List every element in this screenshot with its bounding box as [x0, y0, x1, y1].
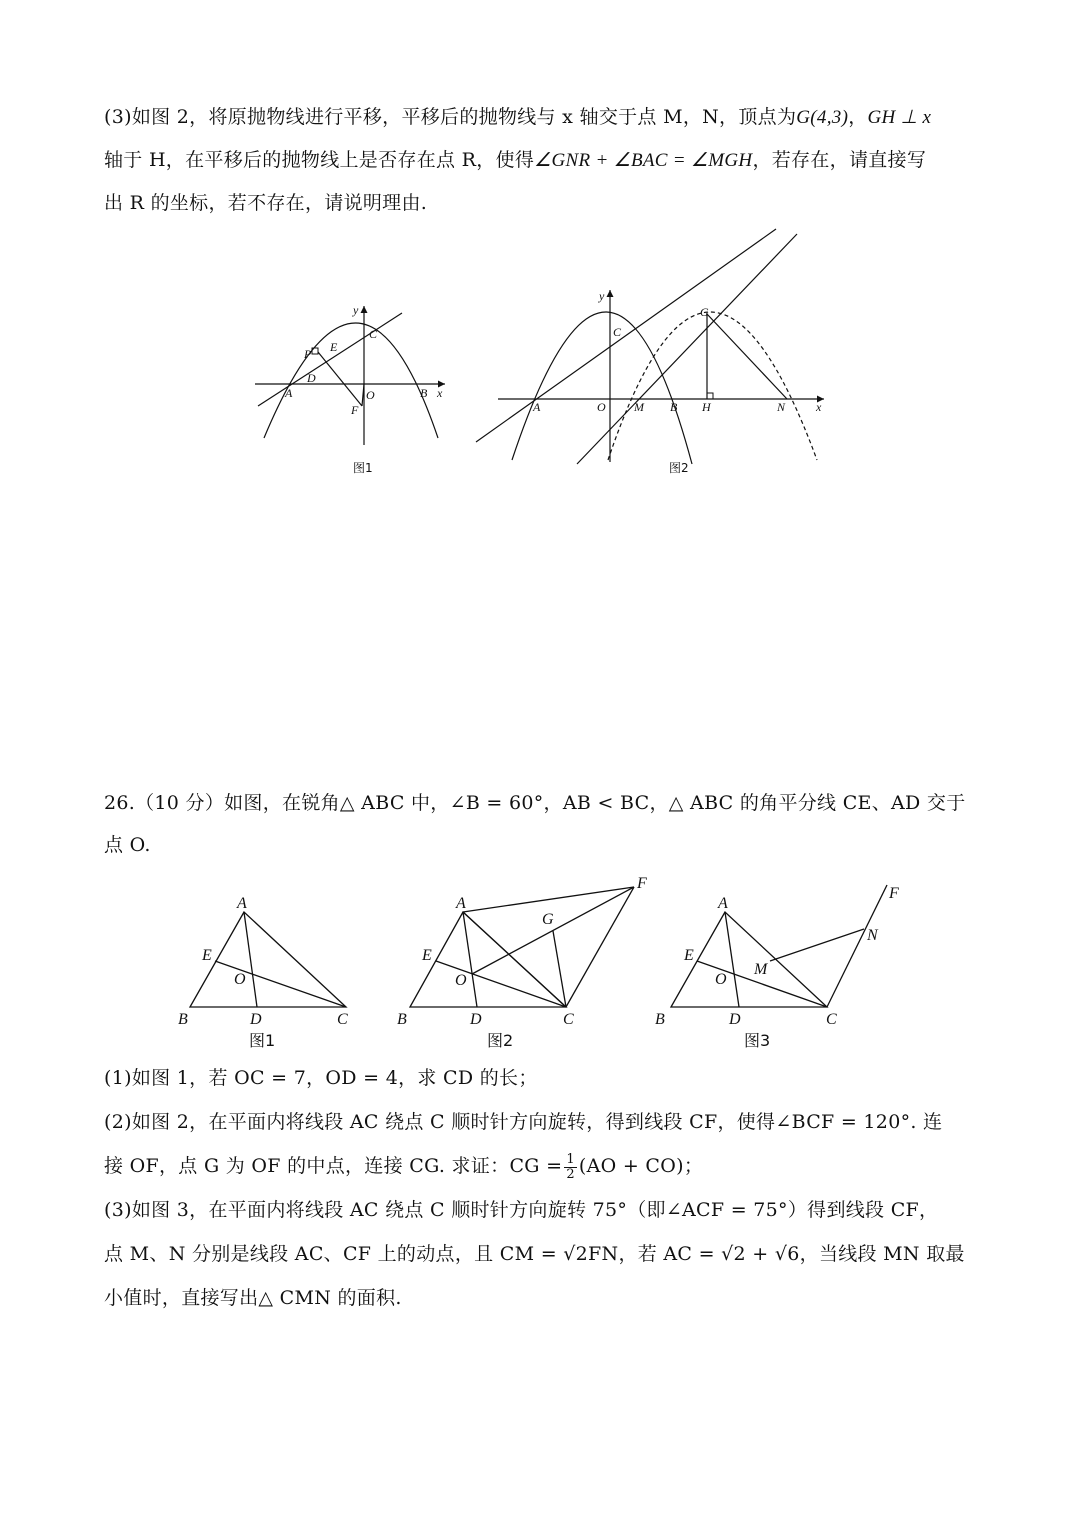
fig1-label-p: P: [304, 347, 312, 361]
tri3-label-f: F: [889, 885, 899, 902]
fig1-label-e: E: [330, 340, 338, 354]
tri3-label-e: E: [684, 947, 694, 964]
tri2-label-g: G: [542, 911, 554, 928]
tri2-label-o: O: [455, 972, 467, 989]
fig1-label-d: D: [307, 371, 316, 385]
tri1-label-a: A: [237, 895, 247, 912]
tri3-label-m: M: [754, 961, 768, 978]
fig2-label-o: O: [597, 400, 606, 414]
fig1-label-f: F: [351, 403, 359, 417]
tri3-label-b: B: [655, 1011, 665, 1028]
prev-part3-line3: 出 R 的坐标，若不存在，请说明理由.: [104, 192, 428, 214]
fig1-label-a: A: [285, 386, 293, 400]
tri1-label-d: D: [250, 1011, 262, 1028]
q26-part3-line3: 小值时，直接写出△ CMN 的面积.: [104, 1287, 402, 1309]
q26-part3-line1: (3)如图 3，在平面内将线段 AC 绕点 C 顺时针方向旋转 75°（即∠ACF = 75°）得到线段 CF，: [104, 1199, 939, 1221]
tri3-label-n: N: [867, 927, 878, 944]
vertex-g: G(4,3): [796, 107, 849, 128]
tri1-caption: 图1: [249, 1031, 276, 1050]
tri3-label-c: C: [826, 1011, 837, 1028]
tri1-label-c: C: [337, 1011, 348, 1028]
tri3-caption: 图3: [744, 1031, 771, 1050]
parabola-figures: [0, 220, 1080, 490]
tri2-label-b: B: [397, 1011, 407, 1028]
fig2-label-n: N: [777, 400, 786, 414]
tri2-label-f: F: [637, 875, 647, 892]
tri1-label-o: O: [234, 971, 246, 988]
fig2-label-m: M: [634, 400, 644, 414]
parabola-fig2: [476, 229, 824, 475]
q26-part3-line2: 点 M、N 分别是线段 AC、CF 上的动点，且 CM = √2FN，若 AC = √2 + √6，当线段 MN 取最: [104, 1243, 965, 1265]
tri2-label-d: D: [470, 1011, 482, 1028]
prev-part3-line1: (3)如图 2，将原抛物线进行平移，平移后的抛物线与 x 轴交于点 M，N，顶点为G(4,3)，GH ⊥ x: [104, 106, 932, 128]
triangle-fig2: [397, 875, 647, 1050]
triangle-figures: [0, 870, 1080, 1060]
question-26-stem: [104, 782, 984, 866]
fig1-label-y: y: [353, 303, 359, 317]
gh-perp: GH ⊥ x: [867, 107, 932, 128]
tri3-label-d: D: [729, 1011, 741, 1028]
prev-part3-line2: 轴于 H，在平移后的抛物线上是否存在点 R，使得∠GNR + ∠BAC = ∠MGH，若存在，请直接写: [104, 149, 927, 171]
q26-line1: 26.（10 分）如图，在锐角△ ABC 中，∠B = 60°，AB < BC，△ ABC 的角平分线 CE、AD 交于: [104, 792, 966, 814]
tri2-label-a: A: [456, 895, 466, 912]
tri2-label-e: E: [422, 947, 432, 964]
q26-part2-line2: 接 OF，点 G 为 OF 的中点，连接 CG. 求证：CG = $\frac{1}{2}$ (AO + CO)；: [104, 1151, 704, 1182]
fig2-label-g: G: [700, 305, 709, 319]
triangle-fig1: [178, 895, 348, 1050]
triangle-fig3: [655, 885, 899, 1050]
tri2-label-c: C: [563, 1011, 574, 1028]
q26-line2: 点 O.: [104, 834, 151, 856]
tri3-label-o: O: [715, 971, 727, 988]
fig2-label-x: x: [816, 400, 822, 414]
fig2-label-h: H: [702, 400, 711, 414]
question-26-parts: [104, 1056, 984, 1320]
tri2-caption: 图2: [487, 1031, 514, 1050]
fig1-label-b: B: [420, 386, 428, 400]
angle-condition: ∠GNR + ∠BAC = ∠MGH: [534, 150, 753, 171]
fig1-caption: 图1: [353, 461, 373, 475]
parabola-fig1: [255, 303, 445, 475]
tri1-label-b: B: [178, 1011, 188, 1028]
fig2-caption: 图2: [669, 461, 689, 475]
q26-part1: (1)如图 1，若 OC = 7，OD = 4，求 CD 的长；: [104, 1067, 538, 1089]
tri1-label-e: E: [202, 947, 212, 964]
fraction-one-half: $\frac{1}{2}$: [566, 1151, 575, 1182]
fig2-label-b: B: [670, 400, 678, 414]
fig2-label-a: A: [533, 400, 541, 414]
fig1-label-o: O: [366, 388, 375, 402]
fig1-label-x: x: [437, 386, 443, 400]
prev-question-part3: [104, 96, 984, 224]
fig2-label-c: C: [613, 325, 622, 339]
fig2-label-y: y: [599, 289, 605, 303]
q26-part2-line1: (2)如图 2，在平面内将线段 AC 绕点 C 顺时针方向旋转，得到线段 CF，使得∠BCF = 120°. 连: [104, 1111, 943, 1133]
tri3-label-a: A: [718, 895, 728, 912]
fig1-label-c: C: [369, 327, 378, 341]
